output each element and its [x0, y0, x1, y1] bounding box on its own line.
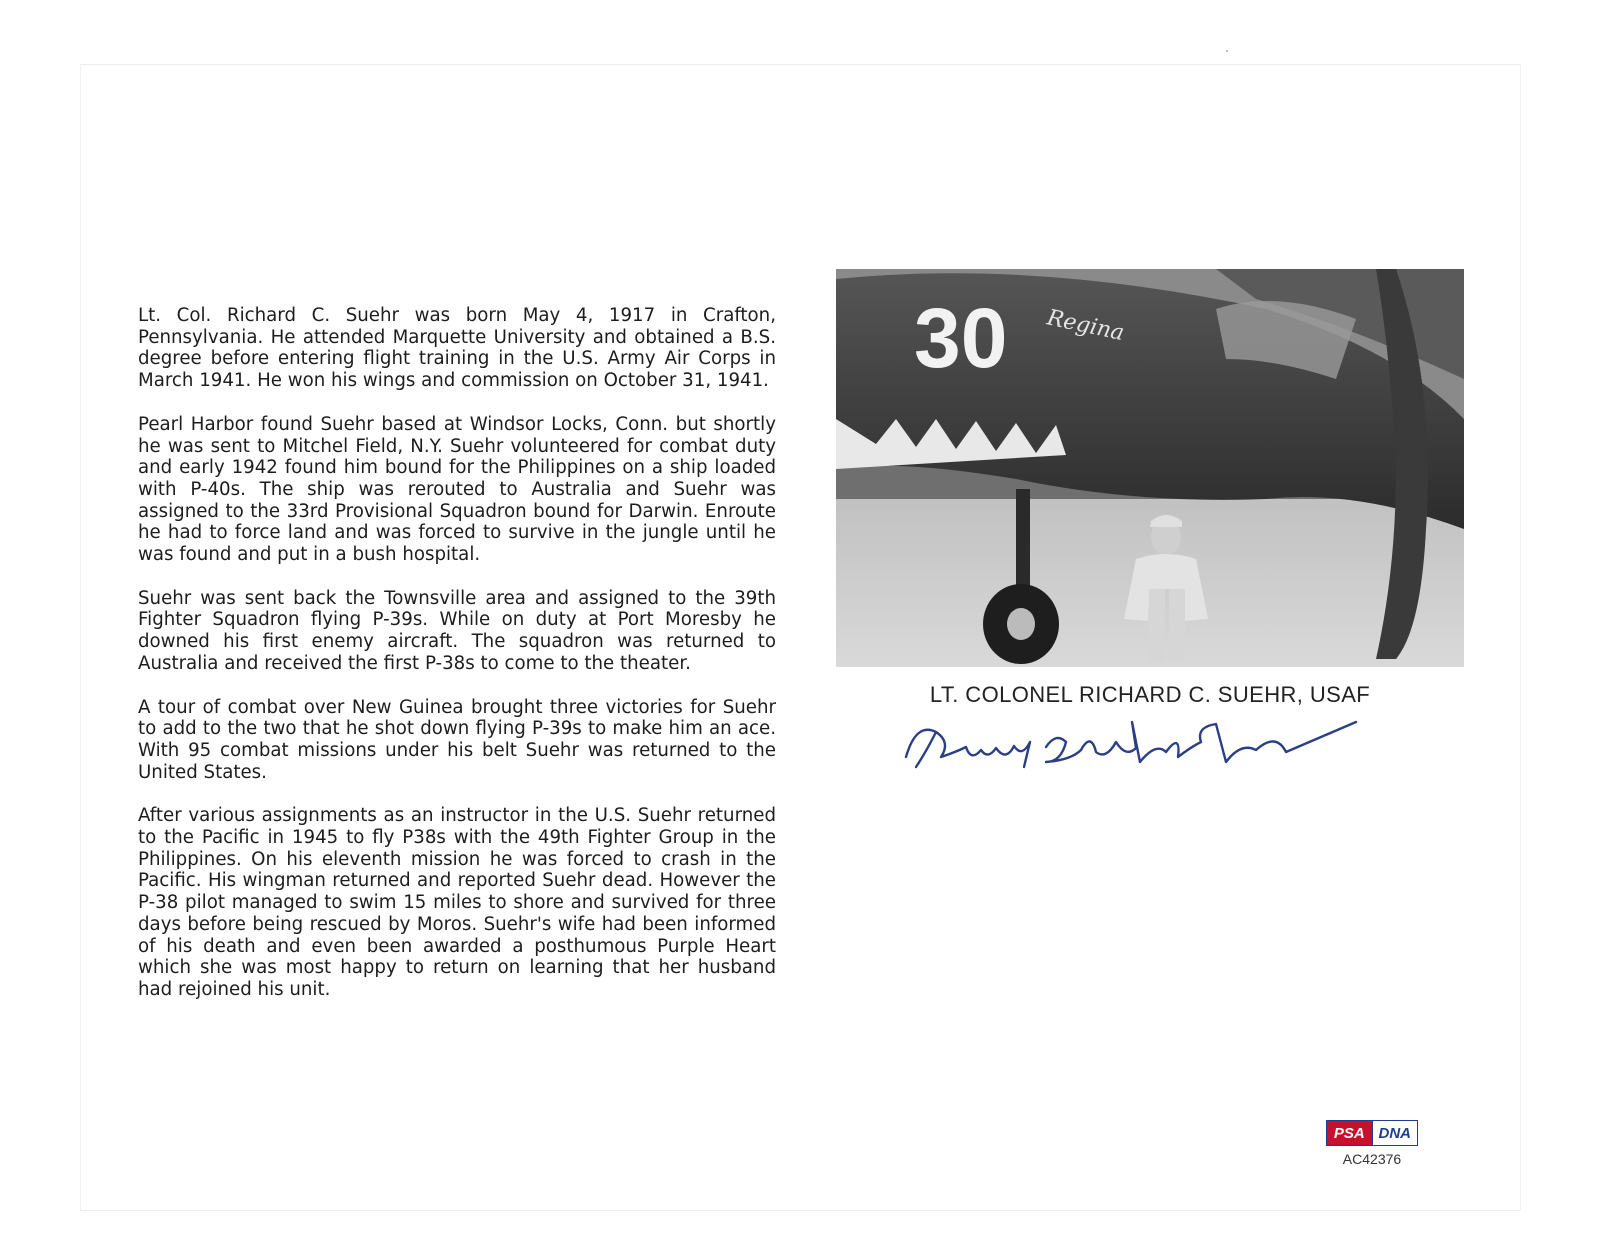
aircraft-number: 30 — [914, 291, 1008, 385]
page-bottom-border — [80, 1210, 1520, 1211]
bio-paragraph: Lt. Col. Richard C. Suehr was born May 4, 1917 in Crafton, Pennsylvania. He attended Marquette University and obtained a B.S. degree before entering flight training in the U.S. Army Air Corps in March 1941. He won his wings and commission on October 31, 1941. — [138, 305, 776, 392]
bio-paragraph: Pearl Harbor found Suehr based at Windsor Locks, Conn. but shortly he was sent to Mitchel Field, N.Y. Suehr volunteered for combat duty and early 1942 found him bound for the Philippines on a ship loaded with P-40s. The ship was rerouted to Australia and Suehr was assigned to the 33rd Provisional Squadron bound for Darwin. Enroute he had to force land and was forced to survive in the jungle until he was found and put in a bush hospital. — [138, 413, 776, 566]
photo-illustration — [836, 269, 1464, 667]
authentication-code: AC42376 — [1342, 1151, 1402, 1167]
aircraft-name: Regina — [1044, 305, 1127, 347]
psa-logo-text: PSA — [1327, 1121, 1372, 1145]
page-top-border — [80, 64, 1520, 65]
psa-dna-authentication — [1326, 1120, 1418, 1167]
dna-logo-text: DNA — [1372, 1121, 1418, 1145]
bio-paragraph: After various assignments as an instructor in the U.S. Suehr returned to the Pacific in 1945 to fly P38s with the 49th Fighter Group in the Philippines. On his eleventh mission he was forced to crash in the Pacific. His wingman returned and reported Suehr dead. However the P-38 pilot managed to swim 15 miles to shore and survived for three days before being rescued by Moros. Suehr's wife had been informed of his death and even been awarded a posthumous Purple Heart which she was most happy to return on learning that her husband had rejoined his unit. — [138, 805, 776, 1000]
pilot-aircraft-photo — [836, 269, 1464, 667]
biography-text — [138, 305, 776, 1023]
bio-paragraph: Suehr was sent back the Townsville area and assigned to the 39th Fighter Squadron flying P-39s. While on duty at Port Moresby he downed his first enemy aircraft. The squadron was returned to Australia and received the first P-38s to come to the theater. — [138, 587, 776, 674]
psa-dna-logo — [1326, 1120, 1418, 1146]
bio-paragraph: A tour of combat over New Guinea brought three victories for Suehr to add to the two that he shot down flying P-39s to make him an ace. With 95 combat missions under his belt Suehr was returned to the United States. — [138, 696, 776, 783]
paper-speck — [1226, 50, 1228, 52]
autograph-signature — [896, 712, 1396, 782]
page-right-border — [1520, 64, 1521, 1210]
page-left-border — [80, 64, 81, 1210]
photo-caption: LT. COLONEL RICHARD C. SUEHR, USAF — [929, 682, 1371, 707]
